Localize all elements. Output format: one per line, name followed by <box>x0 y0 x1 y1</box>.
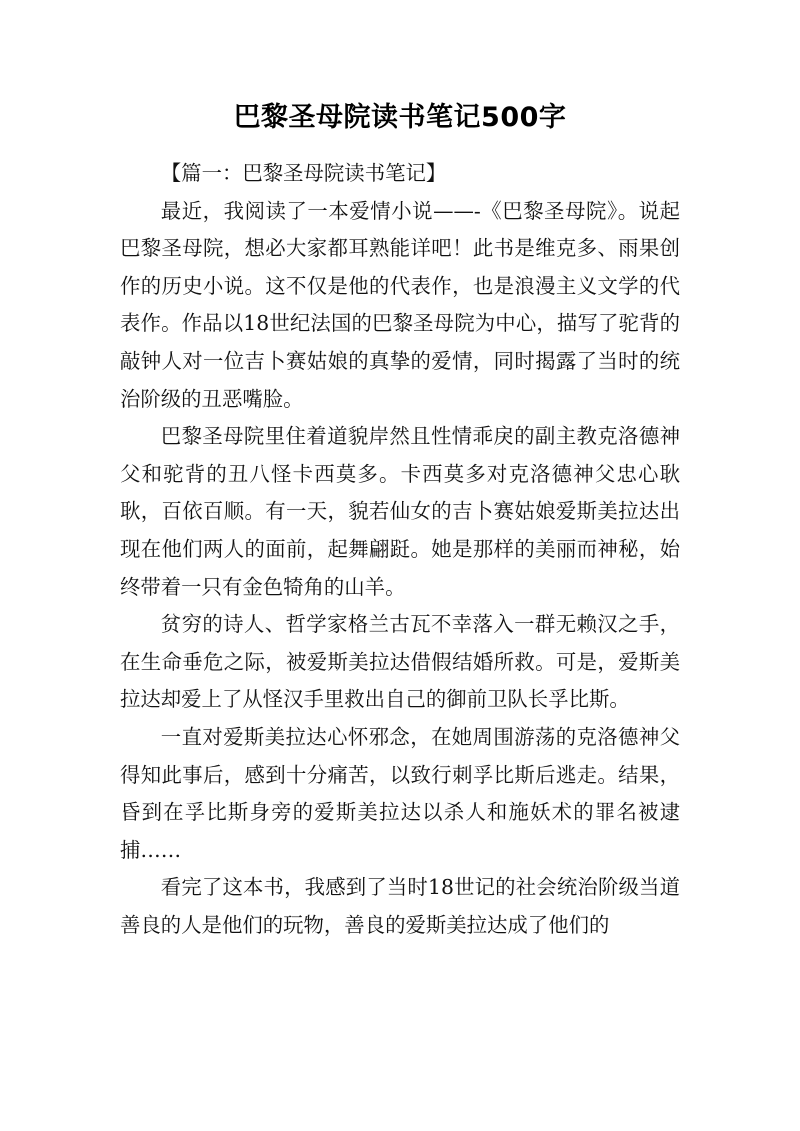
paragraph: 一直对爱斯美拉达心怀邪念，在她周围游荡的克洛德神父得知此事后，感到十分痛苦，以致行刺孚比斯后逃走。结果，昏到在孚比斯身旁的爱斯美拉达以杀人和施妖术的罪名被逮捕…… <box>120 724 680 862</box>
paragraph: 最近，我阅读了一本爱情小说——-《巴黎圣母院》。说起巴黎圣母院，想必大家都耳熟能详吧！此书是维克多、雨果创作的历史小说。这不仅是他的代表作，也是浪漫主义文学的代表作。作品以18世纪法国的巴黎圣母院为中心，描写了驼背的敲钟人对一位吉卜赛姑娘的真挚的爱情，同时揭露了当时的统治阶级的丑恶嘴脸。 <box>120 198 680 411</box>
section-heading: 【篇一：巴黎圣母院读书笔记】 <box>160 161 447 185</box>
document-body <box>120 155 680 944</box>
paragraph: 巴黎圣母院里住着道貌岸然且性情乖戾的副主教克洛德神父和驼背的丑八怪卡西莫多。卡西莫多对克洛德神父忠心耿耿，百依百顺。有一天，貌若仙女的吉卜赛姑娘爱斯美拉达出现在他们两人的面前，起舞翩跹。她是那样的美丽而神秘，始终带着一只有金色犄角的山羊。 <box>120 424 680 599</box>
paragraph: 贫穷的诗人、哲学家格兰古瓦不幸落入一群无赖汉之手，在生命垂危之际，被爱斯美拉达借假结婚所救。可是，爱斯美拉达却爱上了从怪汉手里救出自己的御前卫队长孚比斯。 <box>120 612 680 712</box>
paragraph: 看完了这本书，我感到了当时18世记的社会统治阶级当道善良的人是他们的玩物，善良的爱斯美拉达成了他们的 <box>120 875 680 937</box>
page-title: 巴黎圣母院读书笔记500字 <box>233 102 567 133</box>
